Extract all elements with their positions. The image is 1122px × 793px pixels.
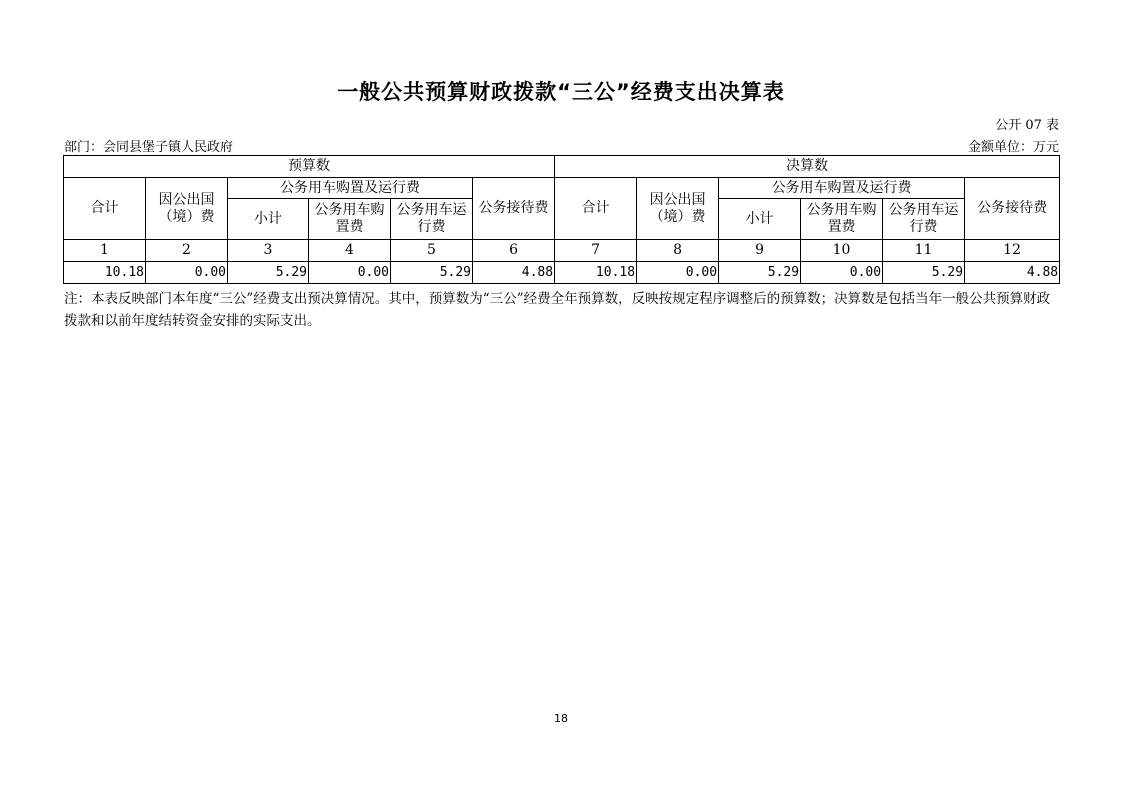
column-number: 12	[965, 240, 1060, 262]
col-reception: 公务接待费	[965, 178, 1060, 240]
page-title: 一般公共预算财政拨款“三公”经费支出决算表	[337, 80, 785, 104]
column-number: 4	[309, 240, 391, 262]
column-number: 11	[883, 240, 965, 262]
value-cell: 5.29	[228, 262, 309, 284]
column-number: 9	[719, 240, 801, 262]
column-number: 6	[473, 240, 555, 262]
column-number: 8	[637, 240, 719, 262]
expenditure-table	[63, 155, 1060, 284]
value-cell: 0.00	[637, 262, 719, 284]
value-cell: 4.88	[965, 262, 1060, 284]
col-vehicle-operation: 公务用车运行费	[391, 199, 473, 240]
column-number: 10	[801, 240, 883, 262]
column-number: 1	[64, 240, 146, 262]
col-subtotal: 小计	[719, 199, 801, 240]
value-cell: 0.00	[146, 262, 228, 284]
value-cell: 10.18	[555, 262, 637, 284]
final-header: 决算数	[555, 156, 1060, 178]
column-number-row	[64, 240, 1060, 262]
table-note: 注：本表反映部门本年度“三公”经费支出预决算情况。其中，预算数为“三公”经费全年预算数，反映按规定程序调整后的预算数；决算数是包括当年一般公共预算财政拨款和以前年度结转资金安排的实际支出。	[64, 291, 1051, 329]
col-vehicle-group: 公务用车购置及运行费	[719, 178, 965, 199]
value-cell: 5.29	[883, 262, 965, 284]
budget-header: 预算数	[64, 156, 555, 178]
col-total: 合计	[64, 178, 146, 240]
col-abroad: 因公出国（境）费	[637, 178, 719, 240]
value-cell: 5.29	[391, 262, 473, 284]
col-vehicle-group: 公务用车购置及运行费	[228, 178, 473, 199]
unit-label: 金额单位：万元	[967, 140, 1059, 155]
col-vehicle-operation: 公务用车运行费	[883, 199, 965, 240]
column-number: 7	[555, 240, 637, 262]
col-subtotal: 小计	[228, 199, 309, 240]
column-number: 2	[146, 240, 228, 262]
value-cell: 0.00	[801, 262, 883, 284]
col-abroad: 因公出国（境）费	[146, 178, 228, 240]
column-number: 3	[228, 240, 309, 262]
value-cell: 4.88	[473, 262, 555, 284]
page-number: 18	[554, 712, 568, 725]
department-label: 部门：会同县堡子镇人民政府	[64, 140, 234, 155]
value-cell: 10.18	[64, 262, 146, 284]
column-number: 5	[391, 240, 473, 262]
value-row	[64, 262, 1060, 284]
form-number: 公开 07 表	[995, 118, 1059, 133]
col-total: 合计	[555, 178, 637, 240]
value-cell: 5.29	[719, 262, 801, 284]
col-reception: 公务接待费	[473, 178, 555, 240]
value-cell: 0.00	[309, 262, 391, 284]
col-vehicle-purchase: 公务用车购置费	[801, 199, 883, 240]
col-vehicle-purchase: 公务用车购置费	[309, 199, 391, 240]
